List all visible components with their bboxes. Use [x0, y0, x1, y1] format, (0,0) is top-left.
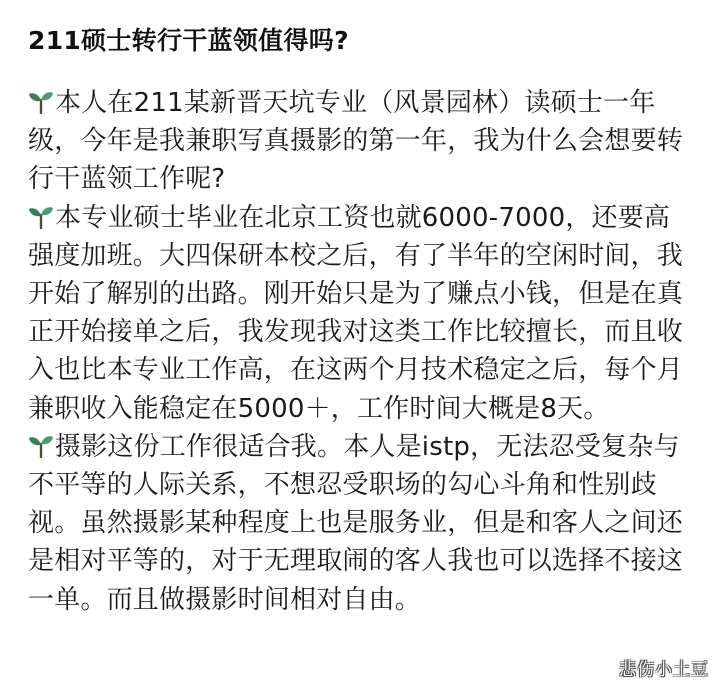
paragraph-1-text: 本人在211某新晋天坑专业（风景园林）读硕士一年级，今年是我兼职写真摄影的第一年，我为什么会想要转行干蓝领工作呢? — [28, 88, 684, 195]
seedling-icon — [28, 88, 54, 114]
paragraph-3 — [28, 428, 694, 619]
seedling-icon — [28, 203, 54, 229]
seedling-icon — [28, 432, 54, 458]
watermark: 悲伤小土豆 — [619, 660, 709, 680]
paragraph-1 — [28, 84, 694, 199]
post-title: 211硕士转行干蓝领值得吗? — [28, 26, 349, 55]
paragraph-2-text: 本专业硕士毕业在北京工资也就6000-7000，还要高强度加班。大四保研本校之后，有了半年的空闲时间，我开始了解别的出路。刚开始只是为了赚点小钱，但是在真正开始接单之后，我发现我对这类工作比较擅长，而且收入也比本专业工作高，在这两个月技术稳定之后，每个月兼职收入能稳定在5000＋，工作时间大概是8天。 — [28, 202, 684, 424]
paragraph-3-text: 摄影这份工作很适合我。本人是istp，无法忍受复杂与不平等的人际关系，不想忍受职场的勾心斗角和性别歧视。虽然摄影某种程度上也是服务业，但是和客人之间还是相对平等的，对于无理取闹的客人我也可以选择不接这一单。而且做摄影时间相对自由。 — [28, 431, 684, 615]
post-body — [28, 84, 694, 619]
paragraph-2 — [28, 199, 694, 428]
